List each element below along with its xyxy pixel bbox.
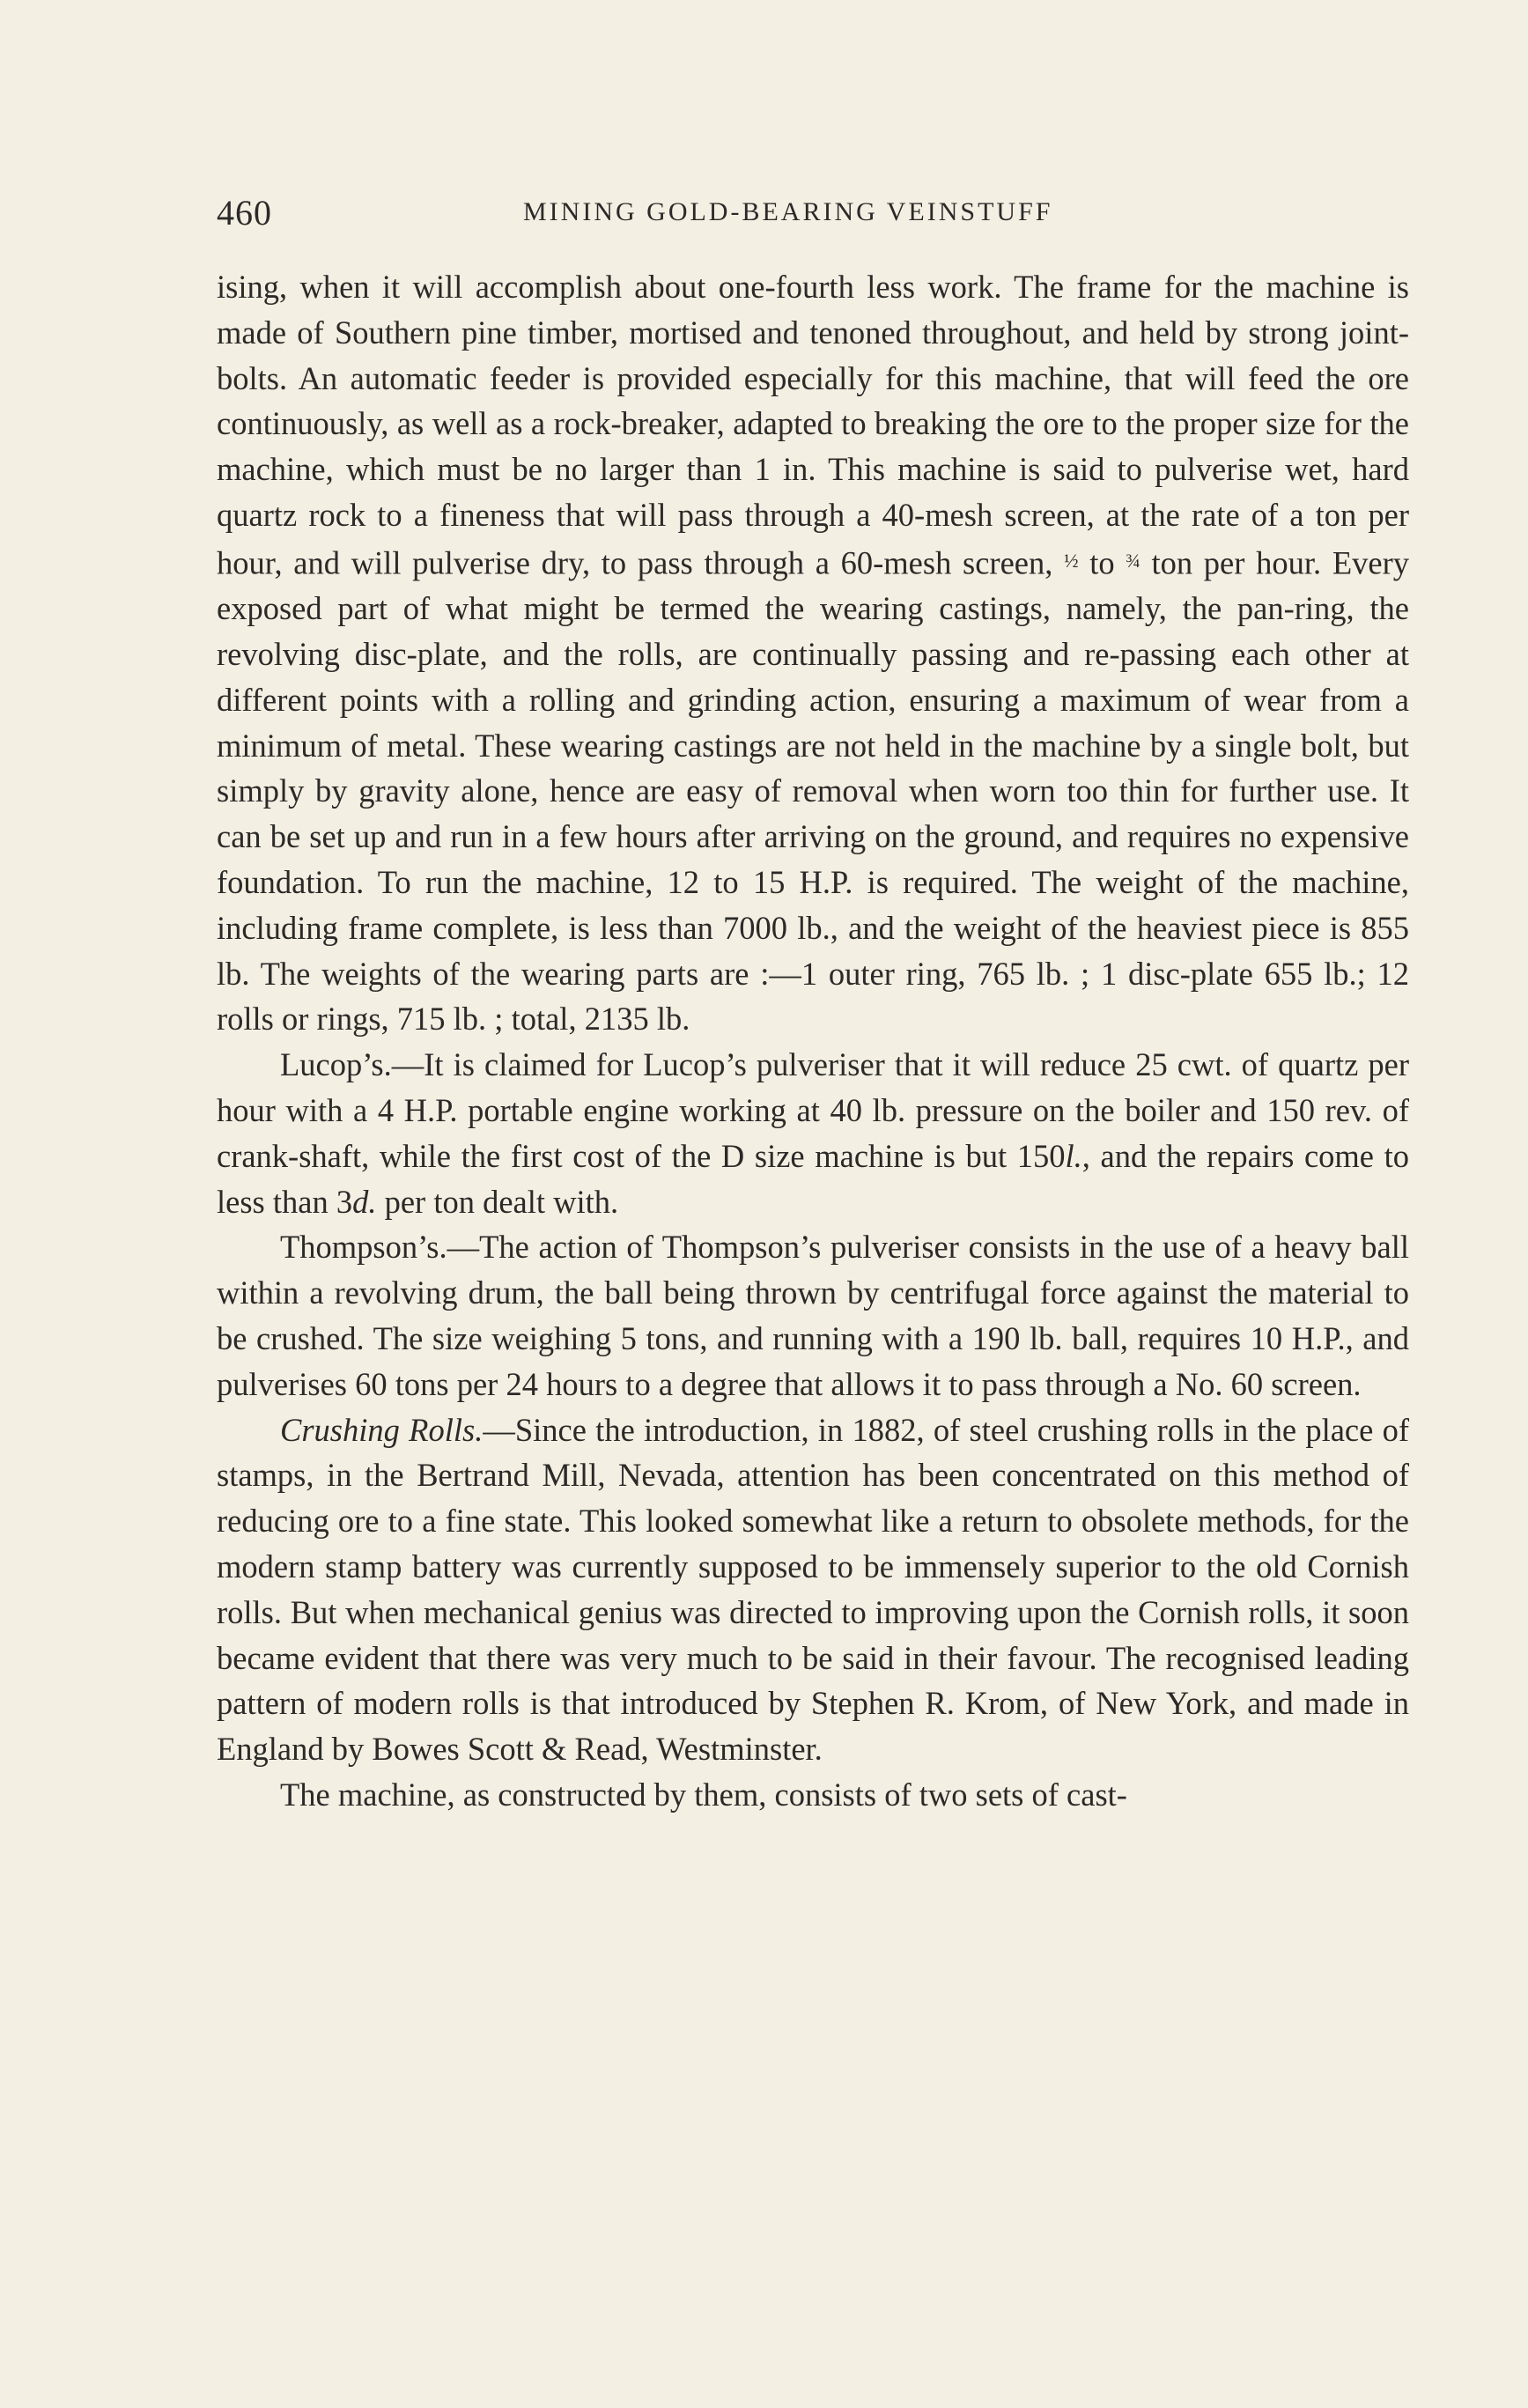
body-text [217, 264, 1409, 1818]
page-header [217, 192, 1411, 245]
text-run: per ton dealt with. [376, 1183, 619, 1220]
paragraph-lucops [217, 1042, 1409, 1224]
text-run: , and the repairs come to less than 3 [217, 1137, 1410, 1220]
text-run: —Since the introduction, in 1882, of steel crushing rolls in the place of stamps, in the Bertrand Mill, Nevada, attention has been concentrated on this method of reducing ore to a fine state. This looked somewhat like a return to obsolete methods, for the modern stamp battery was currently supposed to be immensely superior to the old Cornish rolls. But when mechanical genius was directed to improving upon the Cornish rolls, it soon became evident that there was very much to be said in their favour. The recognised leading pattern of modern rolls is that introduced by Stephen R. Krom, of New York, and made in England by Bowes Scott & Read, Westminster. [217, 1411, 1409, 1768]
text-run: Lucop’s.—It is claimed for Lucop’s pulveriser that it will reduce 25 cwt. of quartz per hour with a 4 H.P. portable engine working at 40 lb. pressure on the boiler and 150 rev. of crank-shaft, while the first cost of the D size machine is but 150 [217, 1046, 1409, 1174]
text-run: ising, when it will accomplish about one-fourth less work. The frame for the machine is made of Southern pine timber, mortised and tenoned throughout, and held by strong joint-bolts. An automatic feeder is provided especially for this machine, that will feed the ore continuously, as well as a rock-breaker, adapted to breaking the ore to the proper size for the machine, which must be no larger than 1 in. This machine is said to pulverise wet, hard quartz rock to a fineness that will pass through a 40-mesh screen, at the rate of a ton per hour, and will pulverise dry, to pass through a 60-mesh screen, [217, 269, 1409, 581]
fraction: ¾ [1126, 549, 1140, 572]
page-number: 460 [217, 193, 272, 233]
text-run: to [1078, 544, 1126, 581]
running-head: MINING GOLD-BEARING VEINSTUFF [523, 197, 1053, 226]
currency-unit: d. [352, 1183, 377, 1220]
fraction: ½ [1064, 549, 1079, 572]
currency-unit: l. [1065, 1137, 1082, 1174]
section-heading: Crushing Rolls. [280, 1411, 483, 1448]
paragraph-crushing-rolls [217, 1407, 1409, 1772]
paragraph-thompsons: Thompson’s.—The action of Thompson’s pulveriser consists in the use of a heavy ball within a revolving drum, the ball being thrown by centrifugal force against the material to be crushed. The size weighing 5 tons, and running with a 190 lb. ball, requires 10 H.P., and pulverises 60 tons per 24 hours to a degree that allows it to pass through a No. 60 screen. [217, 1229, 1409, 1402]
paragraph-pulveriser-description [217, 264, 1409, 1042]
paragraph-machine-construction: The machine, as constructed by them, consists of two sets of cast- [280, 1776, 1127, 1813]
text-run: ton per hour. Every exposed part of what might be termed the wearing castings, namely, the pan-ring, the revolving disc-plate, and the rolls, are continually passing and re-passing each other at different points with a rolling and grinding action, ensuring a maximum of wear from a minimum of metal. These wearing castings are not held in the machine by a single bolt, but simply by gravity alone, hence are easy of removal when worn too thin for further use. It can be set up and run in a few hours after arriving on the ground, and requires no expensive foundation. To run the machine, 12 to 15 H.P. is required. The weight of the machine, including frame complete, is less than 7000 lb., and the weight of the heaviest piece is 855 lb. The weights of the wearing parts are :—1 outer ring, 765 lb. ; 1 disc-plate 655 lb.; 12 rolls or rings, 715 lb. ; total, 2135 lb. [217, 544, 1409, 1038]
